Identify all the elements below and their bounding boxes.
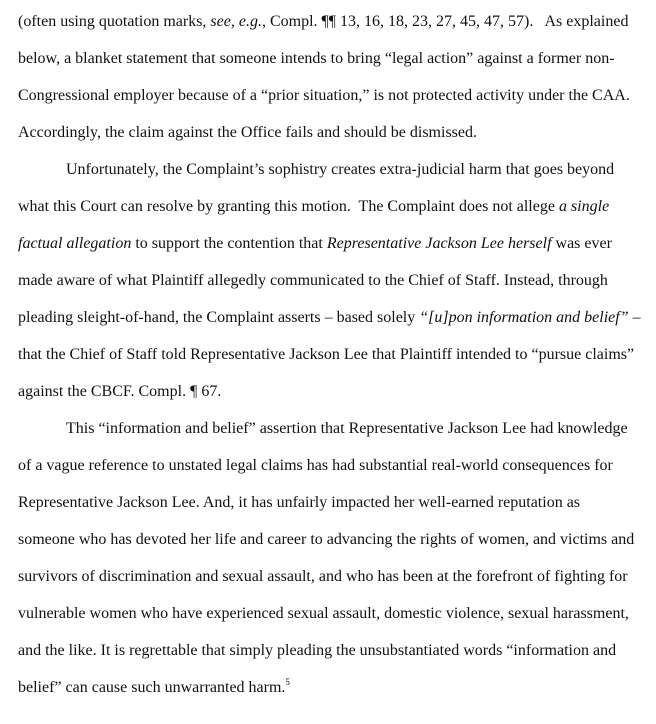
italic-emphasis: factual allegation — [18, 235, 132, 252]
paragraph-3-line-2: of a vague reference to unstated legal claims has had substantial real-world consequences for — [18, 457, 613, 474]
paragraph-1-line-1 — [18, 12, 628, 32]
paragraph-2-line-6: that the Chief of Staff told Representative Jackson Lee that Plaintiff intended to “pursue claims” — [18, 346, 635, 363]
paragraph-2-line-7: against the CBCF. Compl. ¶ 67. — [18, 383, 222, 400]
text-run: pleading sleight-of-hand, the Complaint asserts – based solely — [18, 309, 420, 326]
paragraph-3-line-5: survivors of discrimination and sexual assault, and who has been at the forefront of fighting for — [18, 568, 628, 585]
text-run: belief” can cause such unwarranted harm. — [18, 679, 286, 696]
paragraph-3-line-1: This “information and belief” assertion that Representative Jackson Lee had knowledge — [66, 420, 628, 437]
text-run: what this Court can resolve by granting this motion. The Complaint does not allege — [18, 198, 559, 215]
paragraph-3-line-4: someone who has devoted her life and career to advancing the rights of women, and victims and — [18, 531, 635, 548]
paragraph-2-line-1: Unfortunately, the Complaint’s sophistry creates extra-judicial harm that goes beyond — [66, 161, 615, 178]
text-run: (often using quotation marks, — [18, 13, 211, 30]
paragraph-1-line-4: Accordingly, the claim against the Office fails and should be dismissed. — [18, 124, 477, 141]
italic-quotation: “[u]pon information and belief” — [419, 309, 629, 326]
paragraph-3-line-3: Representative Jackson Lee. And, it has unfairly impacted her well-earned reputation as — [18, 494, 581, 511]
text-run: – — [628, 309, 641, 326]
paragraph-2-line-5 — [18, 308, 641, 328]
paragraph-1-line-2: below, a blanket statement that someone intends to bring “legal action” against a former non- — [18, 50, 615, 67]
footnote-reference[interactable]: 5 — [285, 677, 290, 687]
paragraph-2-line-3 — [18, 234, 612, 254]
paragraph-2-line-4: made aware of what Plaintiff allegedly communicated to the Chief of Staff. Instead, through — [18, 272, 608, 289]
paragraph-2-line-2 — [18, 197, 609, 217]
italic-emphasis: a single — [558, 198, 610, 215]
text-run: was ever — [551, 235, 612, 252]
paragraph-3-line-6: vulnerable women who have experienced sexual assault, domestic violence, sexual harassment, — [18, 605, 629, 622]
paragraph-1-line-3: Congressional employer because of a “prior situation,” is not protected activity under the CAA. — [18, 87, 630, 104]
paragraph-3-line-8 — [18, 678, 290, 698]
text-run: to support the contention that — [131, 235, 327, 252]
italic-citation-signal: see, e.g. — [210, 13, 262, 30]
paragraph-3-line-7: and the like. It is regrettable that simply pleading the unsubstantiated words “information and — [18, 642, 617, 659]
italic-emphasis: Representative Jackson Lee herself — [326, 235, 552, 252]
text-run: , Compl. ¶¶ 13, 16, 18, 23, 27, 45, 47, 57). As explained — [261, 13, 629, 30]
